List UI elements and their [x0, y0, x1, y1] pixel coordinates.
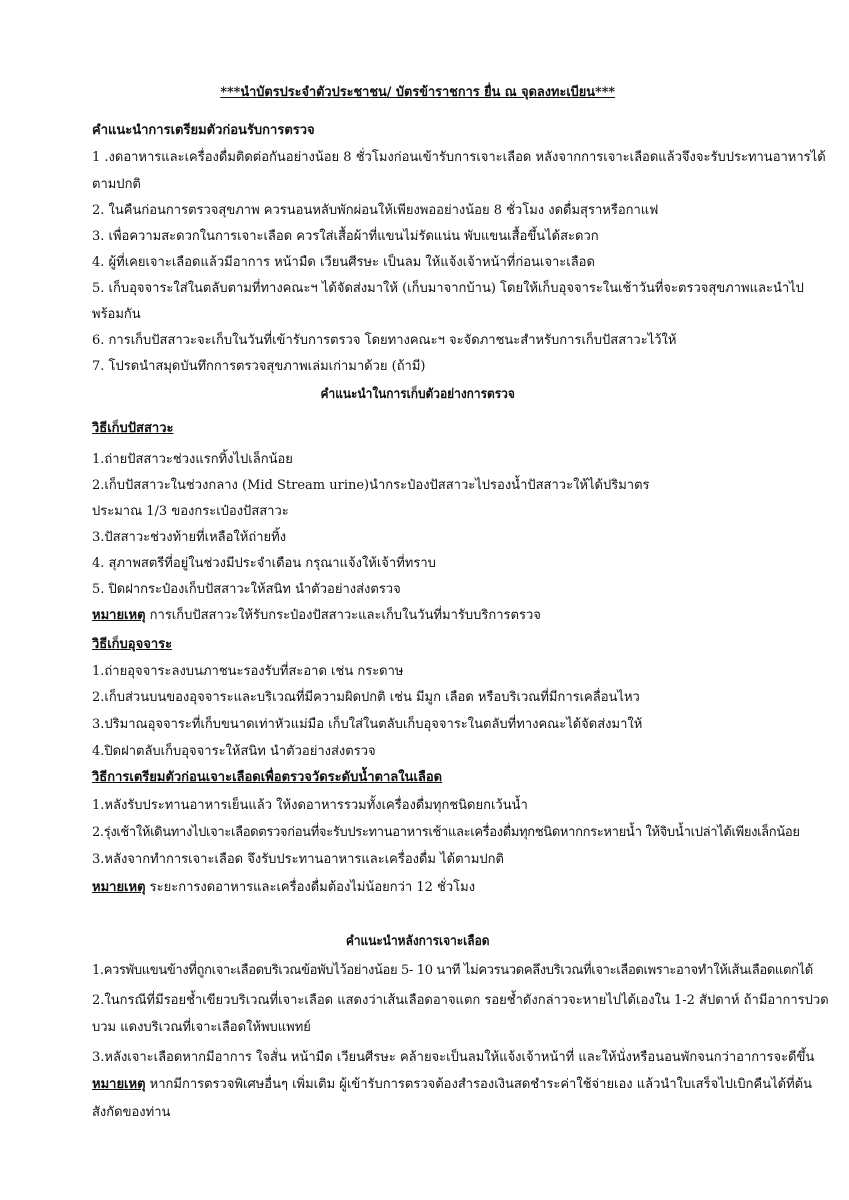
stool-item: 1.ถ่ายอุจจาระลงบนภาชนะรองรับที่สะอาด เช่น กระดาษ — [92, 664, 404, 679]
urine-item: ประมาณ 1/3 ของกระเป๋องปัสสาวะ — [92, 504, 289, 519]
note-text: ระยะการงดอาหารและเครื่องดื่มต้องไม่น้อยกว่า 12 ชั่วโมง — [145, 880, 476, 895]
sugar-note — [92, 879, 475, 896]
note-label: หมายเหตุ — [92, 608, 146, 623]
stool-heading: วิธีเก็บอุจจาระ — [92, 637, 173, 652]
prep-item: 6. การเก็บปัสสาวะจะเก็บในวันที่เข้ารับการตรวจ โดยทางคณะฯ จะจัดภาชนะสำหรับการเก็บปัสสาวะไว้ให้ — [92, 333, 677, 348]
prep-item: 1 .งดอาหารและเครื่องดื่มติดต่อกันอย่างน้อย 8 ชั่วโมงก่อนเข้ารับการเจาะเลือด หลังจากการเจาะเลือดแล้วจึงจะรับประทานอาหารได้ — [92, 150, 826, 165]
urine-item: 1.ถ่ายปัสสาวะช่วงแรกทิ้งไปเล็กน้อย — [92, 452, 293, 467]
urine-heading: วิธีเก็บปัสสาวะ — [92, 421, 174, 436]
prep-item: 3. เพื่อความสะดวกในการเจาะเลือด ควรใส่เสื้อผ้าที่แขนไม่รัดแน่น พับแขนเสื้อขึ้นได้สะดวก — [92, 229, 599, 244]
after-item: 2.ในกรณีที่มีรอยช้ำเขียวบริเวณที่เจาะเลือด แสดงว่าเส้นเลือดอาจแตก รอยช้ำดังกล่าวจะหายไปได้เองใน 1-2 สัปดาห์ ถ้ามีอาการปวด — [92, 993, 829, 1008]
stool-item: 4.ปิดฝาตลับเก็บอุจจาระให้สนิท นำตัวอย่างส่งตรวจ — [92, 744, 376, 759]
sugar-item: 1.หลังรับประทานอาหารเย็นแล้ว ให้งดอาหารรวมทั้งเครื่องดื่มทุกชนิดยกเว้นน้ำ — [92, 798, 528, 813]
note-label: หมายเหตุ — [92, 1077, 146, 1092]
page-title: ***นำบัตรประจำตัวประชาชน/ บัตรข้าราชการ ยื่น ณ จุดลงทะเบียน*** — [220, 85, 616, 100]
stool-item: 3.ปริมาณอุจจาระที่เก็บขนาดเท่าหัวแม่มือ เก็บใส่ในตลับเก็บอุจจาระในตลับที่ทางคณะได้จัดส่งมาให้ — [92, 717, 643, 732]
sugar-heading: วิธีการเตรียมตัวก่อนเจาะเลือดเพื่อตรวจวัดระดับน้ำตาลในเลือด — [92, 770, 443, 785]
specimen-heading: คำแนะนำในการเก็บตัวอย่างการตรวจ — [320, 387, 515, 402]
prep-item: ตามปกติ — [92, 177, 141, 192]
prep-item: 7. โปรดนำสมุดบันทึกการตรวจสุขภาพเล่มเก่ามาด้วย (ถ้ามี) — [92, 359, 426, 374]
after-item: บวม แดงบริเวณที่เจาะเลือดให้พบแพทย์ — [92, 1020, 311, 1035]
note-text: การเก็บปัสสาวะให้รับกระป๋องปัสสาวะและเก็บในวันที่มารับบริการตรวจ — [145, 608, 541, 623]
note-text: หากมีการตรวจพิเศษอื่นๆ เพิ่มเติม ผู้เข้ารับการตรวจต้องสำรองเงินสดชำระค่าใช้จ่ายเอง แล้วนำใบเสร็จไปเบิกคืนได้ที่ต้น — [145, 1077, 813, 1092]
prep-item: 4. ผู้ที่เคยเจาะเลือดแล้วมีอาการ หน้ามืด เวียนศีรษะ เป็นลม ให้แจ้งเจ้าหน้าที่ก่อนเจาะเลือด — [92, 255, 595, 270]
after-item: 3.หลังเจาะเลือดหากมีอาการ ใจสั่น หน้ามืด เวียนศีรษะ คล้ายจะเป็นลมให้แจ้งเจ้าหน้าที่ และให้นั่งหรือนอนพักจนกว่าอาการจะดีขึ้น — [92, 1050, 815, 1065]
urine-item: 5. ปิดฝากระป๋องเก็บปัสสาวะให้สนิท นำตัวอย่างส่งตรวจ — [92, 582, 401, 597]
prep-heading: คำแนะนำการเตรียมตัวก่อนรับการตรวจ — [92, 123, 315, 138]
after-note — [92, 1076, 812, 1093]
prep-item: 5. เก็บอุจจาระใส่ในตลับตามที่ทางคณะฯ ได้จัดส่งมาให้ (เก็บมาจากบ้าน) โดยให้เก็บอุจจาระในเช้าวันที่จะตรวจสุขภาพและนำไป — [92, 281, 804, 296]
after-note-continued: สังกัดของท่าน — [92, 1105, 171, 1120]
prep-item: 2. ในคืนก่อนการตรวจสุขภาพ ควรนอนหลับพักผ่อนให้เพียงพออย่างน้อย 8 ชั่วโมง งดดื่มสุราหรือกาแฟ — [92, 203, 659, 218]
sugar-item: 2.รุ่งเช้าให้เดินทางไปเจาะเลือดตรวจก่อนที่จะรับประทานอาหารเช้าและเครื่องดื่มทุกชนิดหากกระหายน้ำ ให้จิบน้ำเปล่าได้เพียงเล็กน้อย — [92, 825, 800, 840]
stool-item: 2.เก็บส่วนบนของอุจจาระและบริเวณที่มีความผิดปกติ เช่น มีมูก เลือด หรือบริเวณที่มีการเคลื่อนไหว — [92, 690, 640, 705]
prep-item: พร้อมกัน — [92, 307, 141, 322]
urine-note — [92, 607, 541, 624]
after-heading: คำแนะนำหลังการเจาะเลือด — [345, 934, 490, 949]
urine-item: 4. สุภาพสตรีที่อยู่ในช่วงมีประจำเดือน กรุณาแจ้งให้เจ้าที่ทราบ — [92, 556, 436, 571]
urine-item: 2.เก็บปัสสาวะในช่วงกลาง (Mid Stream urine)นำกระป๋องปัสสาวะไปรองน้ำปัสสาวะให้ได้ปริมาตร — [92, 478, 650, 493]
sugar-item: 3.หลังจากทำการเจาะเลือด จึงรับประทานอาหารและเครื่องดื่ม ได้ตามปกติ — [92, 852, 504, 867]
note-label: หมายเหตุ — [92, 880, 146, 895]
urine-item: 3.ปัสสาวะช่วงท้ายที่เหลือให้ถ่ายทิ้ง — [92, 530, 287, 545]
after-item: 1.ควรพับแขนข้างที่ถูกเจาะเลือดบริเวณข้อพับไว้อย่างน้อย 5- 10 นาที ไม่ควรนวดคลึงบริเวณที่เจาะเลือดเพราะอาจทำให้เส้นเลือดแตกได้ — [92, 963, 813, 978]
